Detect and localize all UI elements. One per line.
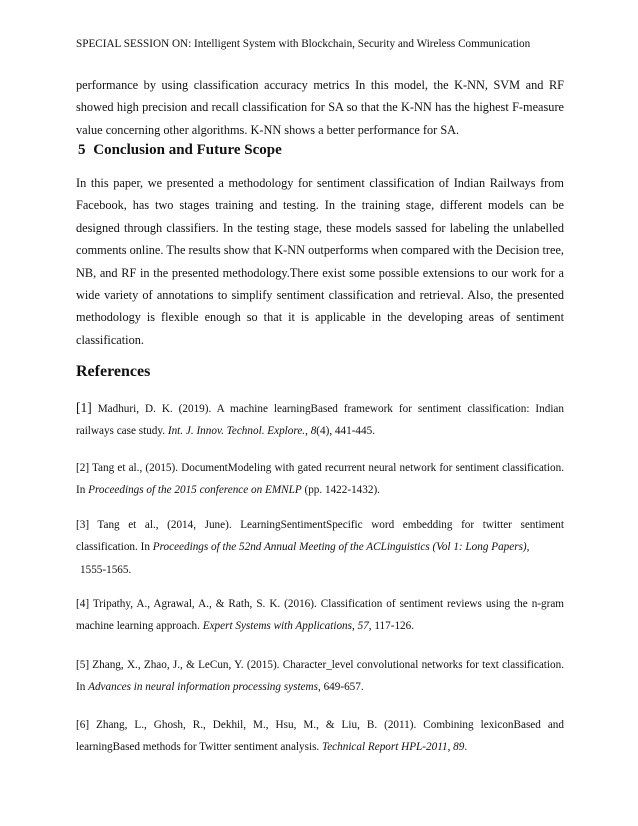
section-title: Conclusion and Future Scope — [93, 142, 282, 158]
reference-text: Tang et al., (2015). DocumentModeling with gated recurrent neural network for sentiment classification. In — [76, 462, 564, 497]
reference-pages: (4), 441-445. — [316, 425, 376, 438]
reference-text: Zhang, L., Ghosh, R., Dekhil, M., Hsu, M., & Liu, B. (2011). Combining lexiconBased and learningBased methods for Twitter sentiment analysis. — [76, 719, 564, 754]
reference-label: [6] — [76, 719, 90, 731]
reference-volume: 57 — [357, 620, 369, 633]
reference-pages: , 117-126. — [368, 620, 415, 633]
reference-text: Madhuri, D. K. (2019). A machine learningBased framework for sentiment classification: Indian railways case study. — [76, 403, 564, 438]
running-header: SPECIAL SESSION ON: Intelligent System with Blockchain, Security and Wireless Communication — [76, 38, 531, 50]
section-number: 5 — [78, 142, 86, 158]
reference-venue: Int. J. Innov. Technol. Explore. — [167, 425, 306, 438]
reference-item — [76, 654, 564, 699]
reference-text: Zhang, X., Zhao, J., & LeCun, Y. (2015). Character_level convolutional networks for text classification. In — [76, 659, 564, 694]
reference-volume: 89 — [453, 741, 465, 754]
reference-venue: Proceedings of the 52nd Annual Meeting of the ACLinguistics (Vol 1: Long Papers), — [152, 541, 530, 554]
reference-venue: Advances in neural information processing systems — [88, 681, 318, 694]
reference-item — [76, 457, 564, 502]
reference-venue: Technical Report HPL-2011 — [322, 741, 448, 754]
reference-item — [76, 593, 564, 638]
reference-label: [4] — [76, 598, 90, 610]
reference-separator: , — [447, 741, 454, 754]
conclusion-paragraph: In this paper, we presented a methodology for sentiment classification of Indian Railways from Facebook, has two stages training and testing. In the training stage, different models can be designed through classifiers. In the testing stage, these models sassed for labeling the unlabelled comments online. The results show that K-NN outperforms when compared with the Decision tree, NB, and RF in the presented methodology.There exist some possible extensions to our work for a wide variety of annotations to simplify sentiment classification and retrieval. Also, the presented methodology is flexible enough so that it is applicable in the developing areas of sentiment classification. — [76, 176, 564, 347]
reference-label: [1] — [76, 400, 92, 415]
reference-item — [76, 514, 564, 581]
intro-paragraph: performance by using classification accuracy metrics In this model, the K-NN, SVM and RF showed high precision and recall classification for SA so that the K-NN has the highest F-measure value concerning other algorithms. K-NN shows a better performance for SA. — [76, 78, 564, 137]
reference-label: [5] — [76, 659, 90, 671]
reference-label: [3] — [76, 519, 90, 531]
reference-pages: 1555-1565. — [80, 563, 132, 576]
reference-item — [76, 397, 564, 443]
reference-venue: Expert Systems with Applications — [202, 620, 352, 633]
reference-pages: . — [464, 741, 468, 754]
reference-pages: , 649-657. — [317, 681, 364, 694]
references-heading: References — [76, 363, 151, 380]
reference-separator: , — [352, 620, 358, 633]
reference-separator: , — [305, 425, 311, 438]
reference-item — [76, 714, 564, 759]
reference-pages: (pp. 1422-1432). — [301, 484, 380, 497]
section-heading — [78, 142, 282, 159]
reference-text: Tripathy, A., Agrawal, A., & Rath, S. K. (2016). Classification of sentiment reviews using the n-gram machine learning approach. — [76, 598, 564, 633]
reference-venue: Proceedings of the 2015 conference on EMNLP — [88, 484, 302, 497]
reference-label: [2] — [76, 462, 90, 474]
reference-text: Tang et al., (2014, June). LearningSentimentSpecific word embedding for twitter sentiment classification. In — [76, 519, 564, 554]
reference-volume: 8 — [310, 425, 317, 438]
